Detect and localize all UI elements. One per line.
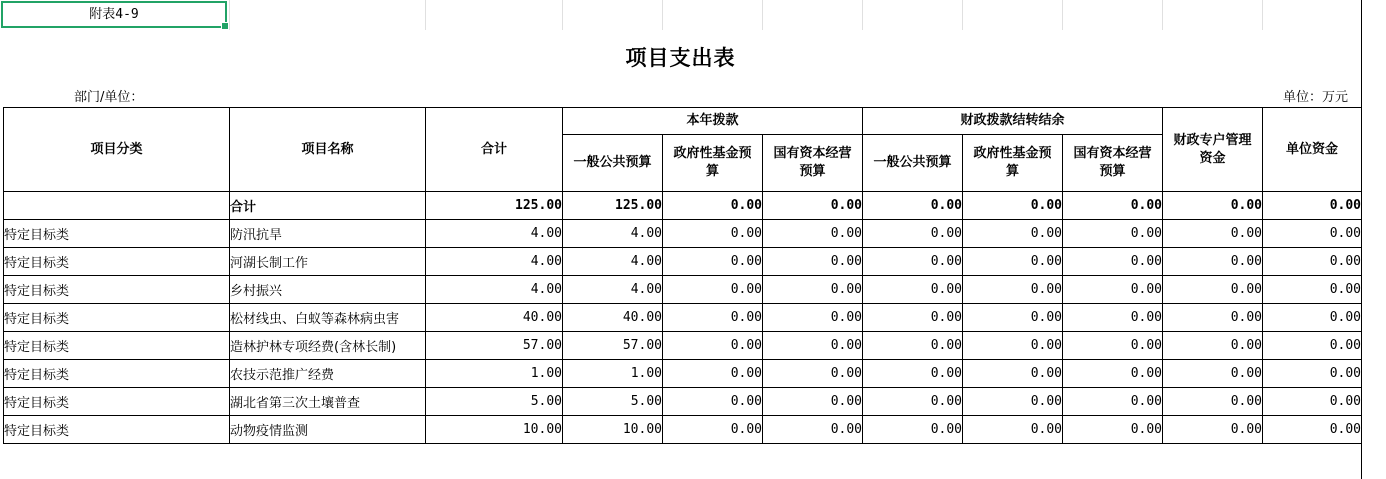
cell-value[interactable]: 0.00 <box>663 304 763 332</box>
cell-value[interactable]: 0.00 <box>1263 360 1362 388</box>
cell-value[interactable]: 0.00 <box>663 192 763 220</box>
cell-value[interactable]: 0.00 <box>763 332 863 360</box>
header-carryover[interactable]: 财政拨款结转结余 <box>863 108 1163 135</box>
cell-category[interactable]: 特定目标类 <box>4 248 230 276</box>
cell-category[interactable] <box>4 192 230 220</box>
cell-value[interactable]: 0.00 <box>1263 332 1362 360</box>
fill-handle[interactable] <box>221 22 229 30</box>
cell-name[interactable]: 农技示范推广经费 <box>230 360 426 388</box>
cell-value[interactable]: 4.00 <box>563 220 663 248</box>
header-category[interactable]: 项目分类 <box>4 108 230 192</box>
cell-value[interactable]: 0.00 <box>1263 416 1362 444</box>
cell-value[interactable]: 10.00 <box>563 416 663 444</box>
cell-value[interactable]: 0.00 <box>763 304 863 332</box>
cell-value[interactable]: 0.00 <box>863 360 963 388</box>
cell-value[interactable]: 125.00 <box>563 192 663 220</box>
cell-value[interactable]: 0.00 <box>1263 248 1362 276</box>
cell-value[interactable]: 0.00 <box>1063 360 1163 388</box>
cell-value[interactable]: 0.00 <box>1163 276 1263 304</box>
cell-value[interactable]: 0.00 <box>663 220 763 248</box>
selected-cell[interactable] <box>1 1 227 28</box>
cell-value[interactable]: 5.00 <box>563 388 663 416</box>
header-co-general[interactable]: 一般公共预算 <box>863 135 963 192</box>
cell-value[interactable]: 1.00 <box>563 360 663 388</box>
unit-label: 单位：万元 <box>1282 90 1348 105</box>
cell-value[interactable]: 0.00 <box>1163 248 1263 276</box>
table-row <box>4 276 1362 304</box>
table-row <box>4 388 1362 416</box>
table-row <box>4 416 1362 444</box>
cell-category[interactable]: 特定目标类 <box>4 360 230 388</box>
table-row <box>4 248 1362 276</box>
cell-value[interactable]: 0.00 <box>1063 332 1163 360</box>
cell-value[interactable]: 40.00 <box>426 304 563 332</box>
header-total[interactable]: 合计 <box>426 108 563 192</box>
cell-name[interactable]: 乡村振兴 <box>230 276 426 304</box>
cell-value[interactable]: 125.00 <box>426 192 563 220</box>
cell-value[interactable]: 0.00 <box>863 192 963 220</box>
cell-value[interactable]: 0.00 <box>763 248 863 276</box>
cell-value[interactable]: 0.00 <box>1063 248 1163 276</box>
cell-name[interactable]: 河湖长制工作 <box>230 248 426 276</box>
header-name[interactable]: 项目名称 <box>230 108 426 192</box>
cell-name[interactable]: 合计 <box>230 192 426 220</box>
cell-value[interactable]: 0.00 <box>1063 192 1163 220</box>
cell-value[interactable]: 0.00 <box>863 416 963 444</box>
cell-value[interactable]: 57.00 <box>563 332 663 360</box>
table-row <box>4 332 1362 360</box>
cell-value[interactable]: 0.00 <box>663 276 763 304</box>
cell-value[interactable]: 0.00 <box>763 388 863 416</box>
cell-category[interactable]: 特定目标类 <box>4 276 230 304</box>
cell-value[interactable]: 0.00 <box>863 220 963 248</box>
cell-value[interactable]: 0.00 <box>1163 304 1263 332</box>
cell-value[interactable]: 0.00 <box>663 360 763 388</box>
cell-value[interactable]: 0.00 <box>863 304 963 332</box>
header-cy-gov-fund[interactable]: 政府性基金预算 <box>663 135 763 192</box>
cell-value[interactable]: 0.00 <box>963 220 1063 248</box>
cell-value[interactable]: 0.00 <box>1163 192 1263 220</box>
cell-value[interactable]: 57.00 <box>426 332 563 360</box>
cell-value[interactable]: 0.00 <box>1263 192 1362 220</box>
cell-value[interactable]: 0.00 <box>963 304 1063 332</box>
cell-name[interactable]: 松材线虫、白蚁等森林病虫害 <box>230 304 426 332</box>
cell-value[interactable]: 0.00 <box>963 276 1063 304</box>
cell-value[interactable]: 0.00 <box>963 388 1063 416</box>
table-row <box>4 360 1362 388</box>
cell-category[interactable]: 特定目标类 <box>4 416 230 444</box>
cell-value[interactable]: 0.00 <box>1263 220 1362 248</box>
cell-value[interactable]: 0.00 <box>1263 388 1362 416</box>
cell-value[interactable]: 4.00 <box>426 220 563 248</box>
dept-label: 部门/单位： <box>74 90 144 105</box>
cell-value[interactable]: 0.00 <box>663 416 763 444</box>
cell-value[interactable]: 0.00 <box>1263 304 1362 332</box>
cell-name[interactable]: 造林护林专项经费(含林长制) <box>230 332 426 360</box>
table-row <box>4 220 1362 248</box>
cell-value[interactable]: 0.00 <box>763 360 863 388</box>
cell-value[interactable]: 0.00 <box>763 276 863 304</box>
cell-category[interactable]: 特定目标类 <box>4 220 230 248</box>
cell-value[interactable]: 0.00 <box>1163 388 1263 416</box>
cell-value[interactable]: 0.00 <box>1163 220 1263 248</box>
cell-ref-text: 附表4-9 <box>89 7 139 22</box>
cell-value[interactable]: 0.00 <box>1063 416 1163 444</box>
header-unit-funds[interactable]: 单位资金 <box>1263 108 1362 192</box>
cell-value[interactable]: 0.00 <box>763 192 863 220</box>
cell-name[interactable]: 湖北省第三次土壤普查 <box>230 388 426 416</box>
cell-value[interactable]: 0.00 <box>1063 276 1163 304</box>
cell-value[interactable]: 0.00 <box>663 248 763 276</box>
cell-value[interactable]: 0.00 <box>863 276 963 304</box>
cell-value[interactable]: 0.00 <box>863 332 963 360</box>
cell-name[interactable]: 防汛抗旱 <box>230 220 426 248</box>
cell-value[interactable]: 0.00 <box>1063 304 1163 332</box>
cell-value[interactable]: 0.00 <box>963 248 1063 276</box>
cell-value[interactable]: 0.00 <box>963 192 1063 220</box>
table-body <box>4 192 1362 444</box>
table-row <box>4 304 1362 332</box>
header-special-account[interactable]: 财政专户管理资金 <box>1163 108 1263 192</box>
cell-value[interactable]: 1.00 <box>426 360 563 388</box>
cell-value[interactable]: 5.00 <box>426 388 563 416</box>
cell-value[interactable]: 0.00 <box>663 388 763 416</box>
cell-value[interactable]: 4.00 <box>426 248 563 276</box>
header-co-state-capital[interactable]: 国有资本经营预算 <box>1063 135 1163 192</box>
header-cy-general[interactable]: 一般公共预算 <box>563 135 663 192</box>
table-row-total <box>4 192 1362 220</box>
cell-value[interactable]: 0.00 <box>763 220 863 248</box>
cell-value[interactable]: 4.00 <box>563 248 663 276</box>
cell-value[interactable]: 0.00 <box>963 332 1063 360</box>
cell-value[interactable]: 40.00 <box>563 304 663 332</box>
cell-category[interactable]: 特定目标类 <box>4 304 230 332</box>
cell-value[interactable]: 0.00 <box>963 416 1063 444</box>
header-cy-state-capital[interactable]: 国有资本经营预算 <box>763 135 863 192</box>
header-co-gov-fund[interactable]: 政府性基金预算 <box>963 135 1063 192</box>
cell-value[interactable]: 0.00 <box>863 388 963 416</box>
cell-value[interactable]: 0.00 <box>1263 276 1362 304</box>
cell-value[interactable]: 0.00 <box>663 332 763 360</box>
header-current-year[interactable]: 本年拨款 <box>563 108 863 135</box>
cell-value[interactable]: 0.00 <box>1163 416 1263 444</box>
cell-value[interactable]: 0.00 <box>763 416 863 444</box>
cell-value[interactable]: 0.00 <box>1163 360 1263 388</box>
cell-value[interactable]: 10.00 <box>426 416 563 444</box>
cell-value[interactable]: 0.00 <box>1163 332 1263 360</box>
cell-name[interactable]: 动物疫情监测 <box>230 416 426 444</box>
cell-value[interactable]: 0.00 <box>1063 388 1163 416</box>
expenditure-table <box>3 107 1362 444</box>
page-title: 项目支出表 <box>625 45 736 70</box>
cell-value[interactable]: 4.00 <box>426 276 563 304</box>
cell-category[interactable]: 特定目标类 <box>4 388 230 416</box>
cell-value[interactable]: 0.00 <box>963 360 1063 388</box>
cell-category[interactable]: 特定目标类 <box>4 332 230 360</box>
cell-value[interactable]: 0.00 <box>1063 220 1163 248</box>
cell-value[interactable]: 0.00 <box>863 248 963 276</box>
cell-value[interactable]: 4.00 <box>563 276 663 304</box>
